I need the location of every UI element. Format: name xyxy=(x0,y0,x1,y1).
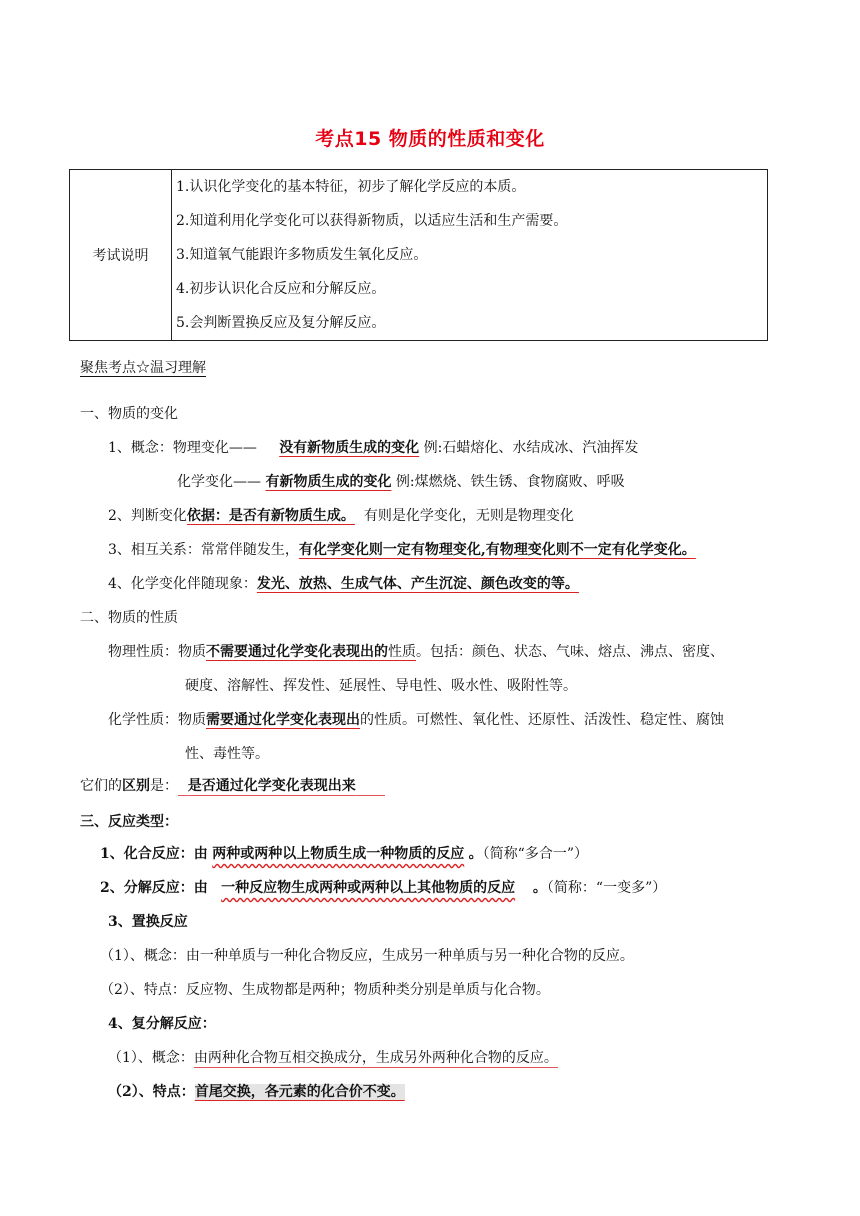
phenomena-key: 发光、放热、生成气体、产生沉淀、颜色改变的等。 xyxy=(256,576,579,592)
requirement-item: 4.初步认识化合反应和分解反应。 xyxy=(176,281,386,297)
requirement-item: 1.认识化学变化的基本特征，初步了解化学反应的本质。 xyxy=(176,179,526,195)
requirements-list xyxy=(172,170,768,341)
displacement-feature: （2）、特点：反应物、生成物都是两种；物质种类分别是单质与化合物。 xyxy=(100,982,550,998)
change-phenomena xyxy=(108,574,579,594)
section-2-heading: 二、物质的性质 xyxy=(80,610,178,626)
physical-property-key: 不需要通过化学变化表现出的 xyxy=(206,644,388,660)
judgement-rest: 有则是化学变化，无则是物理变化 xyxy=(363,508,574,524)
physical-change-example: 例:石蜡熔化、水结成冰、汽油挥发 xyxy=(423,440,639,456)
chemical-change-concept xyxy=(177,472,625,492)
chemical-property-prefix: 化学性质：物质 xyxy=(108,712,206,728)
requirement-item: 5.会判断置换反应及复分解反应。 xyxy=(176,315,386,331)
judgement-prefix: 2、判断变化 xyxy=(108,508,187,524)
relationship-prefix: 3、相互关系：常常伴随发生， xyxy=(108,542,299,558)
dd-concept-key: 由两种化合物互相交换成分，生成另外两种化合物的反应。 xyxy=(193,1050,558,1066)
difference-key: 是否通过化学变化表现出来 xyxy=(187,778,356,794)
decomposition-definition: 一种反应物生成两种或两种以上其他物质的反应 xyxy=(221,880,516,896)
displacement-concept: （1）、概念：由一种单质与一种化合物反应，生成另一种单质与另一种化合物的反应。 xyxy=(100,948,634,964)
decomposition-note: （简称：“一变多”） xyxy=(546,880,667,896)
combination-prefix: 1、化合反应：由 xyxy=(100,846,208,862)
chemical-change-prefix: 化学变化—— xyxy=(177,474,261,490)
physical-property-word: 性质 xyxy=(388,644,416,660)
requirements-label: 考试说明 xyxy=(70,170,172,341)
dd-feature-key: 首尾交换，各元素的化合价不变。 xyxy=(194,1084,405,1100)
displacement-heading: 3、置换反应 xyxy=(108,914,188,930)
chemical-change-definition: 有新物质生成的变化 xyxy=(265,474,392,490)
physical-change-definition: 没有新物质生成的变化 xyxy=(279,440,420,456)
combination-period: 。 xyxy=(468,846,483,862)
difference-word: 区别 xyxy=(122,778,150,794)
decomposition-reaction xyxy=(100,878,666,898)
exam-requirements-table xyxy=(69,169,768,341)
focus-heading: 聚焦考点☆温习理解 xyxy=(80,360,206,376)
section-3-heading: 三、反应类型： xyxy=(80,814,178,830)
decomposition-period: 。 xyxy=(532,880,547,896)
chemical-property-list: 的性质。可燃性、氧化性、还原性、活泼性、稳定性、腐蚀 xyxy=(360,712,724,728)
chemical-property-continued: 性、毒性等。 xyxy=(185,746,269,762)
physical-property-continued: 硬度、溶解性、挥发性、延展性、导电性、吸水性、吸附性等。 xyxy=(185,678,577,694)
dd-feature-prefix: （2）、特点： xyxy=(108,1084,195,1100)
physical-property-prefix: 物理性质：物质 xyxy=(108,644,206,660)
physical-change-concept xyxy=(108,438,638,458)
dd-concept-prefix: （1）、概念： xyxy=(108,1050,194,1066)
requirement-item: 2.知道利用化学变化可以获得新物质，以适应生活和生产需要。 xyxy=(176,213,568,229)
page-title: 考点15 物质的性质和变化 xyxy=(315,128,545,150)
chemical-property-key: 需要通过化学变化表现出 xyxy=(206,712,360,728)
judgement-basis xyxy=(108,506,574,526)
relationship xyxy=(108,540,696,560)
double-decomposition-heading: 4、复分解反应： xyxy=(108,1016,216,1032)
difference-prefix: 它们的 xyxy=(80,778,122,794)
judgement-key: 依据：是否有新物质生成。 xyxy=(186,508,355,524)
double-decomposition-feature xyxy=(108,1082,405,1102)
double-decomposition-concept xyxy=(108,1048,558,1068)
combination-note: （简称“多合一”） xyxy=(482,846,588,862)
difference-colon: 是： xyxy=(150,778,178,794)
requirement-item: 3.知道氧气能跟许多物质发生氧化反应。 xyxy=(176,247,428,263)
chemical-change-example: 例:煤燃烧、铁生锈、食物腐败、呼吸 xyxy=(395,474,625,490)
phenomena-prefix: 4、化学变化伴随现象： xyxy=(108,576,257,592)
physical-property xyxy=(108,642,724,662)
chemical-property xyxy=(108,710,724,730)
property-difference xyxy=(80,776,385,796)
decomposition-prefix: 2、分解反应：由 xyxy=(100,880,208,896)
combination-definition: 两种或两种以上物质生成一种物质的反应 xyxy=(212,846,465,862)
combination-reaction xyxy=(100,844,588,864)
physical-change-prefix: 1、概念：物理变化—— xyxy=(108,440,257,456)
physical-property-list: 。包括：颜色、状态、气味、熔点、沸点、密度、 xyxy=(416,644,724,660)
relationship-key: 有化学变化则一定有物理变化,有物理变化则不一定有化学变化。 xyxy=(298,542,696,558)
section-1-heading: 一、物质的变化 xyxy=(80,406,178,422)
